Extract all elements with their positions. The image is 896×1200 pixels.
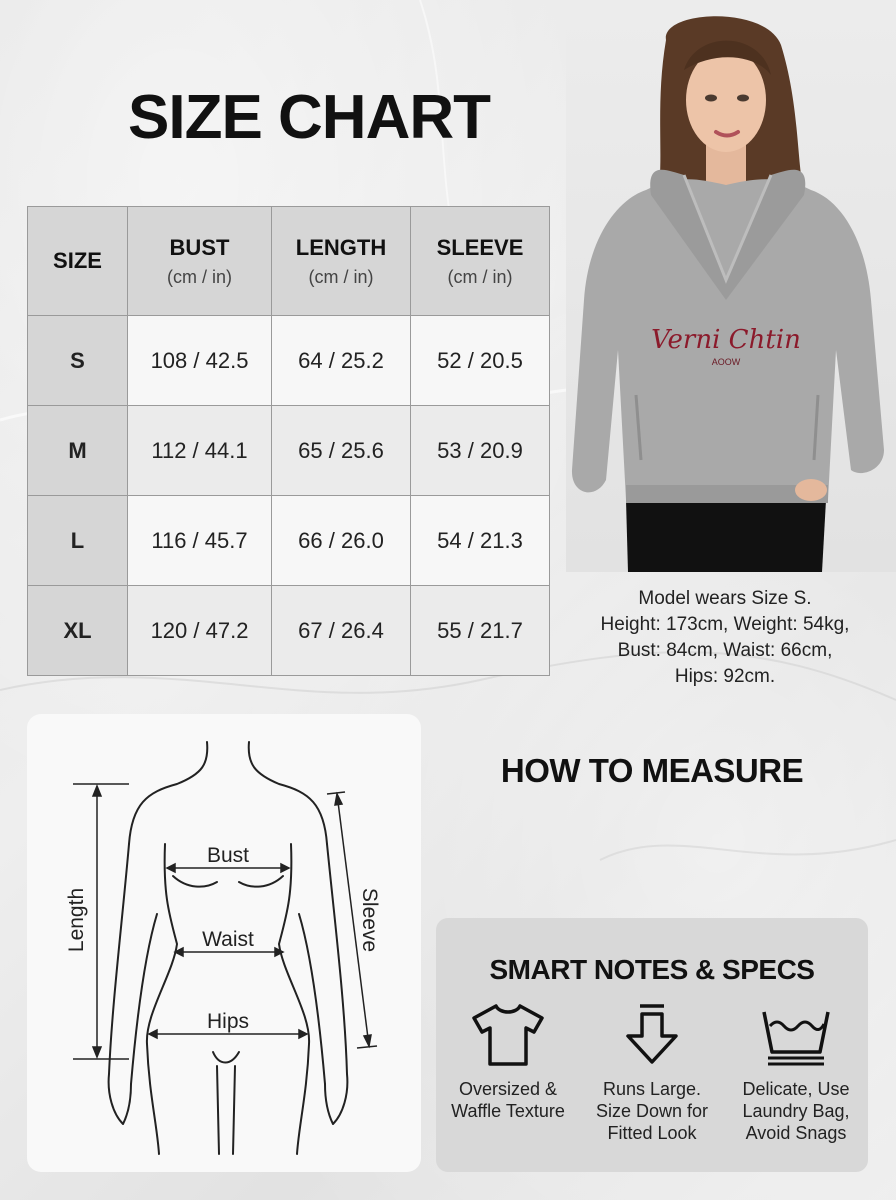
note-text-line: Fitted Look [607,1123,697,1143]
header-size [28,207,128,316]
note-text-line: Delicate, Use [742,1079,850,1099]
sweater-print: Verni Chtin [651,325,801,355]
wash-basin-icon [758,1002,834,1068]
length-label: Length [65,887,88,953]
note-delicate [724,1002,868,1144]
down-arrow-icon [614,1002,690,1068]
sleeve-label: Sleeve [358,887,381,953]
header-length [272,207,411,316]
header-bust [128,207,272,316]
how-to-measure-heading: HOW TO MEASURE [500,752,804,789]
note-oversized [436,1002,580,1122]
table-row [28,496,550,586]
hips-label: Hips [206,1010,250,1033]
size-table [27,206,550,676]
table-header-row [28,207,550,316]
table-row [28,316,550,406]
size-cell: XL [28,586,128,676]
bust-cell: 108 / 42.5 [128,316,272,406]
sleeve-cell: 53 / 20.9 [411,406,550,496]
header-label: SLEEVE [436,234,524,260]
model-photo [566,0,896,572]
header-unit: (cm / in) [167,266,232,287]
note-text-line: Avoid Snags [745,1123,847,1143]
body-outline-diagram [27,714,421,1172]
notes-title: SMART NOTES & SPECS [489,954,815,985]
model-info-line: Model wears Size S. [638,588,812,609]
sweater-print-sub: AOOW [711,357,741,367]
bust-cell: 112 / 44.1 [128,406,272,496]
sleeve-cell: 52 / 20.5 [411,316,550,406]
table-row [28,586,550,676]
tshirt-icon [470,1002,546,1068]
header-unit: (cm / in) [308,266,374,287]
sleeve-cell: 54 / 21.3 [411,496,550,586]
size-cell: S [28,316,128,406]
bust-cell: 120 / 47.2 [128,586,272,676]
bust-cell: 116 / 45.7 [128,496,272,586]
model-info-line: Hips: 92cm. [674,666,776,687]
model-info-line: Bust: 84cm, Waist: 66cm, [617,640,833,661]
waist-label: Waist [202,928,254,951]
model-info [566,586,884,690]
header-label: SIZE [53,248,102,273]
notes-card [436,918,868,1172]
measurement-diagram [27,714,421,1172]
table-row [28,406,550,496]
note-text-line: Laundry Bag, [742,1101,850,1121]
model-info-line: Height: 173cm, Weight: 54kg, [600,614,850,635]
size-cell: M [28,406,128,496]
length-cell: 65 / 25.6 [272,406,411,496]
header-unit: (cm / in) [447,266,513,287]
size-cell: L [28,496,128,586]
page-title: SIZE CHART [128,83,490,152]
header-label: BUST [169,234,230,260]
sleeve-cell: 55 / 21.7 [411,586,550,676]
length-cell: 67 / 26.4 [272,586,411,676]
bust-label: Bust [206,844,250,867]
model-illustration [566,0,896,572]
length-cell: 66 / 26.0 [272,496,411,586]
note-text-line: Waffle Texture [451,1101,565,1121]
note-runs-large [580,1002,724,1144]
note-text-line: Size Down for [595,1101,709,1121]
header-sleeve [411,207,550,316]
length-cell: 64 / 25.2 [272,316,411,406]
note-text-line: Runs Large. [602,1079,702,1099]
note-text-line: Oversized & [458,1079,558,1099]
header-label: LENGTH [295,234,387,260]
